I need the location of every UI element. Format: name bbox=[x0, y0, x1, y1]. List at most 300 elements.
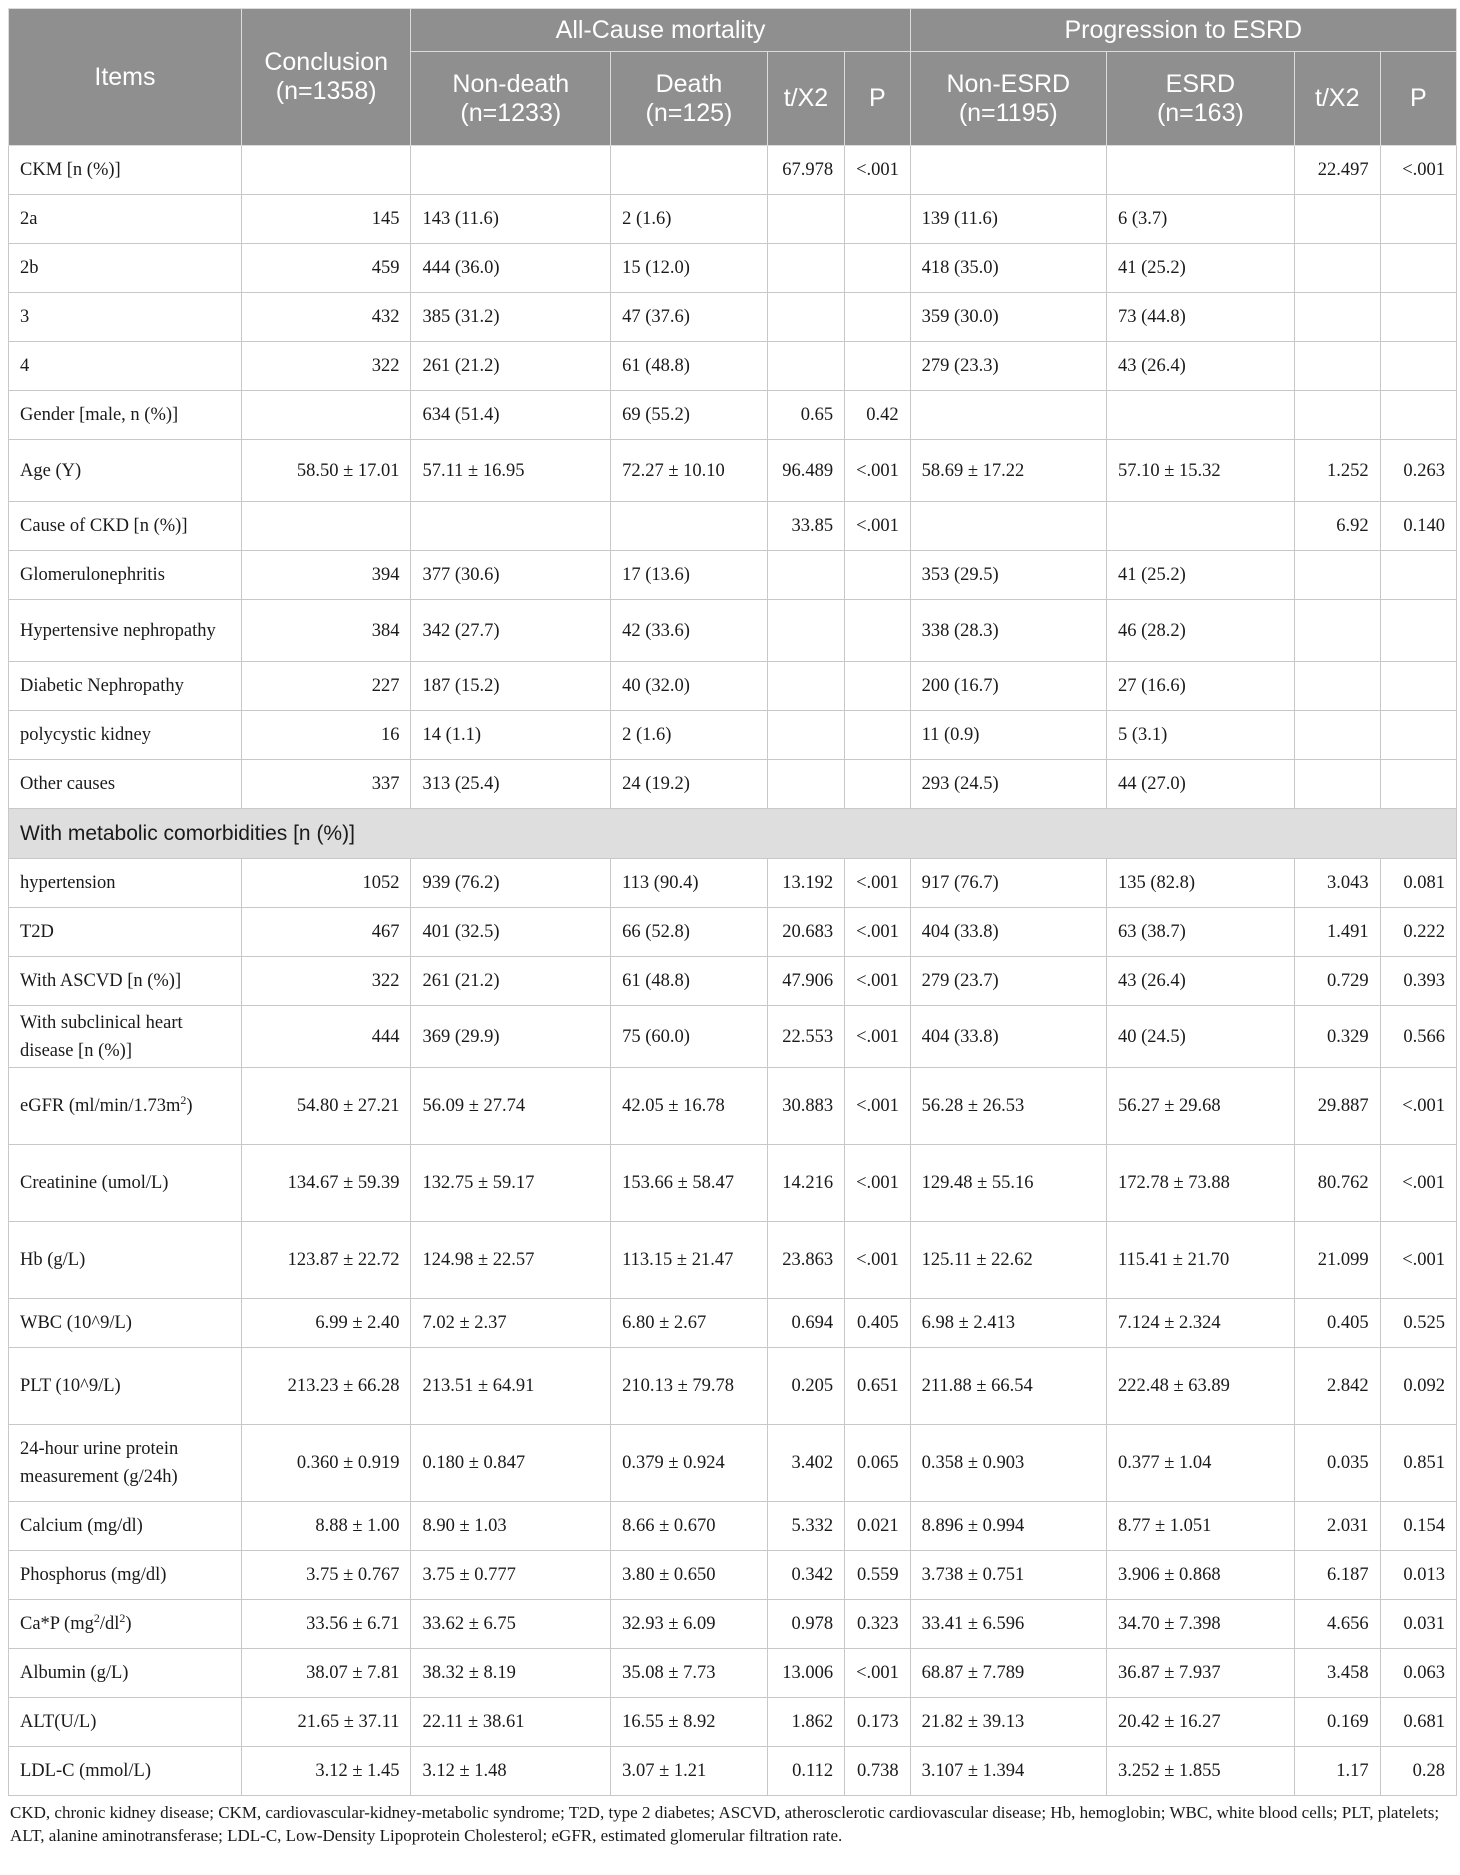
cell-esrd bbox=[1106, 391, 1294, 440]
table-row bbox=[9, 1068, 1457, 1145]
cell-conclusion: 134.67 ± 59.39 bbox=[241, 1145, 411, 1222]
cell-stat-esrd: 6.187 bbox=[1294, 1551, 1380, 1600]
cell-stat-mortality bbox=[767, 711, 844, 760]
cell-esrd: 44 (27.0) bbox=[1106, 760, 1294, 809]
header-p-esrd: P bbox=[1380, 52, 1456, 146]
cell-conclusion: 3.12 ± 1.45 bbox=[241, 1747, 411, 1796]
cell-p-esrd bbox=[1380, 244, 1456, 293]
cell-stat-mortality bbox=[767, 760, 844, 809]
cell-p-esrd: 0.222 bbox=[1380, 908, 1456, 957]
cell-esrd: 40 (24.5) bbox=[1106, 1006, 1294, 1068]
cell-non-esrd: 3.107 ± 1.394 bbox=[910, 1747, 1106, 1796]
row-label: 4 bbox=[9, 342, 242, 391]
cell-stat-esrd bbox=[1294, 551, 1380, 600]
cell-stat-esrd: 2.842 bbox=[1294, 1348, 1380, 1425]
cell-conclusion: 6.99 ± 2.40 bbox=[241, 1299, 411, 1348]
cell-p-esrd bbox=[1380, 760, 1456, 809]
cell-esrd: 222.48 ± 63.89 bbox=[1106, 1348, 1294, 1425]
table-row bbox=[9, 440, 1457, 502]
cell-p-esrd: 0.28 bbox=[1380, 1747, 1456, 1796]
header-esrd: ESRD (n=163) bbox=[1106, 52, 1294, 146]
cell-death: 8.66 ± 0.670 bbox=[611, 1502, 768, 1551]
table-row bbox=[9, 1649, 1457, 1698]
table-row bbox=[9, 391, 1457, 440]
row-label: Gender [male, n (%)] bbox=[9, 391, 242, 440]
cell-non-esrd: 129.48 ± 55.16 bbox=[910, 1145, 1106, 1222]
cell-esrd: 73 (44.8) bbox=[1106, 293, 1294, 342]
cell-death: 113.15 ± 21.47 bbox=[611, 1222, 768, 1299]
cell-stat-esrd: 4.656 bbox=[1294, 1600, 1380, 1649]
cell-non-death: 3.75 ± 0.777 bbox=[411, 1551, 611, 1600]
cell-p-mortality bbox=[845, 711, 911, 760]
cell-conclusion: 459 bbox=[241, 244, 411, 293]
cell-p-mortality: <.001 bbox=[845, 957, 911, 1006]
header-row-groups bbox=[9, 9, 1457, 52]
cell-esrd bbox=[1106, 502, 1294, 551]
cell-esrd: 41 (25.2) bbox=[1106, 244, 1294, 293]
table-row bbox=[9, 1348, 1457, 1425]
cell-p-mortality: <.001 bbox=[845, 440, 911, 502]
cell-death: 75 (60.0) bbox=[611, 1006, 768, 1068]
cell-death: 2 (1.6) bbox=[611, 711, 768, 760]
cell-non-esrd: 139 (11.6) bbox=[910, 195, 1106, 244]
cell-p-esrd bbox=[1380, 195, 1456, 244]
cell-death: 153.66 ± 58.47 bbox=[611, 1145, 768, 1222]
cell-p-esrd: <.001 bbox=[1380, 1068, 1456, 1145]
cell-stat-esrd: 0.405 bbox=[1294, 1299, 1380, 1348]
row-label: Other causes bbox=[9, 760, 242, 809]
table-row bbox=[9, 293, 1457, 342]
row-label: Cause of CKD [n (%)] bbox=[9, 502, 242, 551]
cell-non-esrd: 68.87 ± 7.789 bbox=[910, 1649, 1106, 1698]
row-label: WBC (10^9/L) bbox=[9, 1299, 242, 1348]
cell-p-esrd: <.001 bbox=[1380, 1145, 1456, 1222]
cell-stat-esrd: 2.031 bbox=[1294, 1502, 1380, 1551]
cell-p-mortality: 0.323 bbox=[845, 1600, 911, 1649]
cell-esrd bbox=[1106, 146, 1294, 195]
cell-stat-mortality bbox=[767, 551, 844, 600]
cell-non-esrd: 353 (29.5) bbox=[910, 551, 1106, 600]
row-label: Glomerulonephritis bbox=[9, 551, 242, 600]
table-row bbox=[9, 1551, 1457, 1600]
row-label: 24-hour urine protein measurement (g/24h) bbox=[9, 1425, 242, 1502]
cell-conclusion bbox=[241, 502, 411, 551]
row-label: Phosphorus (mg/dl) bbox=[9, 1551, 242, 1600]
cell-non-death: 369 (29.9) bbox=[411, 1006, 611, 1068]
cell-p-mortality bbox=[845, 244, 911, 293]
table-row bbox=[9, 342, 1457, 391]
cell-esrd: 27 (16.6) bbox=[1106, 662, 1294, 711]
cell-stat-mortality: 33.85 bbox=[767, 502, 844, 551]
cell-non-esrd: 211.88 ± 66.54 bbox=[910, 1348, 1106, 1425]
cell-p-mortality: <.001 bbox=[845, 146, 911, 195]
header-mortality-group: All-Cause mortality bbox=[411, 9, 910, 52]
cell-esrd: 135 (82.8) bbox=[1106, 859, 1294, 908]
cell-conclusion: 384 bbox=[241, 600, 411, 662]
cell-stat-mortality: 22.553 bbox=[767, 1006, 844, 1068]
cell-non-death bbox=[411, 146, 611, 195]
cell-p-esrd bbox=[1380, 551, 1456, 600]
cell-esrd: 7.124 ± 2.324 bbox=[1106, 1299, 1294, 1348]
cell-p-mortality bbox=[845, 760, 911, 809]
cell-stat-mortality bbox=[767, 342, 844, 391]
cell-esrd: 3.906 ± 0.868 bbox=[1106, 1551, 1294, 1600]
row-label: LDL-C (mmol/L) bbox=[9, 1747, 242, 1796]
cell-conclusion: 21.65 ± 37.11 bbox=[241, 1698, 411, 1747]
cell-stat-mortality: 14.216 bbox=[767, 1145, 844, 1222]
cell-p-esrd: 0.393 bbox=[1380, 957, 1456, 1006]
cell-death: 24 (19.2) bbox=[611, 760, 768, 809]
cell-non-death: 7.02 ± 2.37 bbox=[411, 1299, 611, 1348]
table-row bbox=[9, 195, 1457, 244]
row-label: polycystic kidney bbox=[9, 711, 242, 760]
cell-p-mortality: <.001 bbox=[845, 908, 911, 957]
cell-conclusion: 432 bbox=[241, 293, 411, 342]
cell-p-mortality: <.001 bbox=[845, 1649, 911, 1698]
cell-p-esrd: 0.154 bbox=[1380, 1502, 1456, 1551]
cell-non-death: 261 (21.2) bbox=[411, 957, 611, 1006]
cell-p-mortality bbox=[845, 600, 911, 662]
cell-non-death: 3.12 ± 1.48 bbox=[411, 1747, 611, 1796]
cell-esrd: 8.77 ± 1.051 bbox=[1106, 1502, 1294, 1551]
cell-stat-esrd: 3.458 bbox=[1294, 1649, 1380, 1698]
cell-stat-esrd bbox=[1294, 244, 1380, 293]
cell-non-death: 313 (25.4) bbox=[411, 760, 611, 809]
row-label: CKM [n (%)] bbox=[9, 146, 242, 195]
cell-stat-mortality: 5.332 bbox=[767, 1502, 844, 1551]
cell-stat-mortality bbox=[767, 293, 844, 342]
cell-death bbox=[611, 502, 768, 551]
cell-non-death: 14 (1.1) bbox=[411, 711, 611, 760]
cell-stat-esrd bbox=[1294, 760, 1380, 809]
cell-p-mortality: <.001 bbox=[845, 1068, 911, 1145]
cell-death: 72.27 ± 10.10 bbox=[611, 440, 768, 502]
cell-stat-mortality: 0.342 bbox=[767, 1551, 844, 1600]
cell-p-mortality: 0.405 bbox=[845, 1299, 911, 1348]
cell-non-death: 342 (27.7) bbox=[411, 600, 611, 662]
cell-non-death: 444 (36.0) bbox=[411, 244, 611, 293]
cell-conclusion: 33.56 ± 6.71 bbox=[241, 1600, 411, 1649]
cell-stat-mortality: 23.863 bbox=[767, 1222, 844, 1299]
cell-p-esrd: 0.140 bbox=[1380, 502, 1456, 551]
data-table bbox=[8, 8, 1457, 1796]
table-row bbox=[9, 908, 1457, 957]
cell-conclusion: 1052 bbox=[241, 859, 411, 908]
cell-death: 16.55 ± 8.92 bbox=[611, 1698, 768, 1747]
cell-p-esrd bbox=[1380, 600, 1456, 662]
cell-death: 69 (55.2) bbox=[611, 391, 768, 440]
cell-non-death: 143 (11.6) bbox=[411, 195, 611, 244]
cell-p-esrd: 0.092 bbox=[1380, 1348, 1456, 1425]
table-row bbox=[9, 244, 1457, 293]
cell-non-esrd: 418 (35.0) bbox=[910, 244, 1106, 293]
cell-death: 15 (12.0) bbox=[611, 244, 768, 293]
cell-stat-esrd bbox=[1294, 342, 1380, 391]
cell-p-esrd: 0.681 bbox=[1380, 1698, 1456, 1747]
row-label: Hypertensive nephropathy bbox=[9, 600, 242, 662]
row-label: 2b bbox=[9, 244, 242, 293]
cell-death: 47 (37.6) bbox=[611, 293, 768, 342]
cell-stat-mortality: 20.683 bbox=[767, 908, 844, 957]
cell-death: 0.379 ± 0.924 bbox=[611, 1425, 768, 1502]
cell-stat-esrd bbox=[1294, 293, 1380, 342]
row-label: Ca*P $(mg^2/dl^2)$ bbox=[9, 1600, 242, 1649]
cell-conclusion bbox=[241, 391, 411, 440]
table-row bbox=[9, 600, 1457, 662]
cell-conclusion: 213.23 ± 66.28 bbox=[241, 1348, 411, 1425]
cell-stat-mortality: 13.192 bbox=[767, 859, 844, 908]
cell-esrd: 6 (3.7) bbox=[1106, 195, 1294, 244]
cell-stat-esrd: 22.497 bbox=[1294, 146, 1380, 195]
cell-stat-mortality: 3.402 bbox=[767, 1425, 844, 1502]
cell-p-esrd: 0.525 bbox=[1380, 1299, 1456, 1348]
row-label: Diabetic Nephropathy bbox=[9, 662, 242, 711]
cell-p-mortality bbox=[845, 195, 911, 244]
cell-non-death: 261 (21.2) bbox=[411, 342, 611, 391]
cell-esrd: 36.87 ± 7.937 bbox=[1106, 1649, 1294, 1698]
cell-non-death: 187 (15.2) bbox=[411, 662, 611, 711]
cell-stat-esrd: 29.887 bbox=[1294, 1068, 1380, 1145]
cell-stat-esrd bbox=[1294, 711, 1380, 760]
cell-esrd: 46 (28.2) bbox=[1106, 600, 1294, 662]
cell-non-esrd bbox=[910, 391, 1106, 440]
cell-p-mortality: 0.42 bbox=[845, 391, 911, 440]
cell-stat-esrd: 0.035 bbox=[1294, 1425, 1380, 1502]
cell-p-mortality bbox=[845, 342, 911, 391]
cell-death: 61 (48.8) bbox=[611, 957, 768, 1006]
cell-death: 17 (13.6) bbox=[611, 551, 768, 600]
cell-stat-mortality: 30.883 bbox=[767, 1068, 844, 1145]
cell-esrd: 115.41 ± 21.70 bbox=[1106, 1222, 1294, 1299]
cell-non-death: 939 (76.2) bbox=[411, 859, 611, 908]
cell-conclusion: 467 bbox=[241, 908, 411, 957]
cell-p-esrd: 0.013 bbox=[1380, 1551, 1456, 1600]
row-label: Hb (g/L) bbox=[9, 1222, 242, 1299]
header-esrd-group: Progression to ESRD bbox=[910, 9, 1456, 52]
cell-non-esrd bbox=[910, 502, 1106, 551]
cell-stat-esrd: 3.043 bbox=[1294, 859, 1380, 908]
cell-non-death: 33.62 ± 6.75 bbox=[411, 1600, 611, 1649]
cell-p-mortality bbox=[845, 662, 911, 711]
cell-esrd: 0.377 ± 1.04 bbox=[1106, 1425, 1294, 1502]
cell-non-esrd: 11 (0.9) bbox=[910, 711, 1106, 760]
row-label: Calcium (mg/dl) bbox=[9, 1502, 242, 1551]
cell-stat-esrd: 80.762 bbox=[1294, 1145, 1380, 1222]
row-label: With subclinical heart disease [n (%)] bbox=[9, 1006, 242, 1068]
header-p-mortality: P bbox=[845, 52, 911, 146]
row-label: Age (Y) bbox=[9, 440, 242, 502]
table-row bbox=[9, 1145, 1457, 1222]
row-label: 2a bbox=[9, 195, 242, 244]
cell-non-esrd: 279 (23.3) bbox=[910, 342, 1106, 391]
table-row bbox=[9, 551, 1457, 600]
table-footnote: CKD, chronic kidney disease; CKM, cardiovascular-kidney-metabolic syndrome; T2D, type 2 diabetes; ASCVD, atherosclerotic cardiovascular disease; Hb, hemoglobin; WBC, white blood cells; PLT, platelets; ALT, alanine aminotransferase; LDL-C, Low-Density Lipoprotein Cholesterol; eGFR, estimated glomerular filtration rate. bbox=[10, 1803, 1440, 1845]
cell-stat-mortality: 47.906 bbox=[767, 957, 844, 1006]
cell-esrd: 56.27 ± 29.68 bbox=[1106, 1068, 1294, 1145]
cell-non-esrd: 404 (33.8) bbox=[910, 1006, 1106, 1068]
cell-non-death: 56.09 ± 27.74 bbox=[411, 1068, 611, 1145]
cell-conclusion: 0.360 ± 0.919 bbox=[241, 1425, 411, 1502]
cell-non-death: 8.90 ± 1.03 bbox=[411, 1502, 611, 1551]
cell-stat-mortality bbox=[767, 244, 844, 293]
cell-conclusion: 322 bbox=[241, 342, 411, 391]
cell-esrd: 172.78 ± 73.88 bbox=[1106, 1145, 1294, 1222]
cell-p-esrd: 0.031 bbox=[1380, 1600, 1456, 1649]
row-label: 3 bbox=[9, 293, 242, 342]
row-label: Albumin (g/L) bbox=[9, 1649, 242, 1698]
cell-stat-esrd: 0.729 bbox=[1294, 957, 1380, 1006]
cell-p-esrd: <.001 bbox=[1380, 146, 1456, 195]
cell-conclusion: 227 bbox=[241, 662, 411, 711]
cell-stat-mortality bbox=[767, 662, 844, 711]
cell-esrd: 41 (25.2) bbox=[1106, 551, 1294, 600]
cell-non-esrd: 404 (33.8) bbox=[910, 908, 1106, 957]
table-row bbox=[9, 662, 1457, 711]
cell-non-death: 132.75 ± 59.17 bbox=[411, 1145, 611, 1222]
cell-conclusion: 58.50 ± 17.01 bbox=[241, 440, 411, 502]
cell-non-death: 22.11 ± 38.61 bbox=[411, 1698, 611, 1747]
table-row bbox=[9, 1600, 1457, 1649]
cell-non-death: 377 (30.6) bbox=[411, 551, 611, 600]
cell-death: 6.80 ± 2.67 bbox=[611, 1299, 768, 1348]
cell-esrd: 20.42 ± 16.27 bbox=[1106, 1698, 1294, 1747]
cell-non-esrd: 33.41 ± 6.596 bbox=[910, 1600, 1106, 1649]
cell-non-esrd: 338 (28.3) bbox=[910, 600, 1106, 662]
cell-stat-mortality: 0.205 bbox=[767, 1348, 844, 1425]
cell-esrd: 5 (3.1) bbox=[1106, 711, 1294, 760]
cell-non-death: 401 (32.5) bbox=[411, 908, 611, 957]
cell-non-esrd: 6.98 ± 2.413 bbox=[910, 1299, 1106, 1348]
cell-conclusion bbox=[241, 146, 411, 195]
cell-stat-mortality: 96.489 bbox=[767, 440, 844, 502]
table-container bbox=[8, 8, 1457, 1847]
cell-p-esrd: 0.081 bbox=[1380, 859, 1456, 908]
cell-non-esrd: 279 (23.7) bbox=[910, 957, 1106, 1006]
table-row bbox=[9, 1747, 1457, 1796]
cell-p-esrd: 0.566 bbox=[1380, 1006, 1456, 1068]
cell-non-death: 385 (31.2) bbox=[411, 293, 611, 342]
cell-non-esrd: 56.28 ± 26.53 bbox=[910, 1068, 1106, 1145]
table-row bbox=[9, 146, 1457, 195]
cell-p-esrd bbox=[1380, 342, 1456, 391]
cell-p-esrd: 0.851 bbox=[1380, 1425, 1456, 1502]
cell-non-death: 213.51 ± 64.91 bbox=[411, 1348, 611, 1425]
cell-death: 42 (33.6) bbox=[611, 600, 768, 662]
cell-stat-esrd bbox=[1294, 195, 1380, 244]
cell-p-esrd: <.001 bbox=[1380, 1222, 1456, 1299]
cell-non-esrd bbox=[910, 146, 1106, 195]
cell-stat-esrd: 1.491 bbox=[1294, 908, 1380, 957]
header-conclusion: Conclusion (n=1358) bbox=[241, 9, 411, 146]
cell-death: 3.80 ± 0.650 bbox=[611, 1551, 768, 1600]
cell-stat-esrd: 21.099 bbox=[1294, 1222, 1380, 1299]
table-row bbox=[9, 711, 1457, 760]
cell-p-mortality: <.001 bbox=[845, 502, 911, 551]
cell-p-esrd: 0.263 bbox=[1380, 440, 1456, 502]
table-row bbox=[9, 957, 1457, 1006]
cell-stat-mortality: 0.694 bbox=[767, 1299, 844, 1348]
cell-conclusion: 38.07 ± 7.81 bbox=[241, 1649, 411, 1698]
cell-p-mortality: <.001 bbox=[845, 1006, 911, 1068]
cell-non-death bbox=[411, 502, 611, 551]
cell-p-esrd bbox=[1380, 711, 1456, 760]
row-label: With ASCVD [n (%)] bbox=[9, 957, 242, 1006]
cell-stat-esrd: 0.169 bbox=[1294, 1698, 1380, 1747]
cell-non-death: 38.32 ± 8.19 bbox=[411, 1649, 611, 1698]
cell-p-mortality: 0.173 bbox=[845, 1698, 911, 1747]
cell-stat-esrd bbox=[1294, 600, 1380, 662]
header-non-death: Non-death (n=1233) bbox=[411, 52, 611, 146]
cell-p-mortality: 0.651 bbox=[845, 1348, 911, 1425]
section-heading: With metabolic comorbidities [n (%)] bbox=[9, 809, 1457, 859]
table-row bbox=[9, 1698, 1457, 1747]
cell-death: 61 (48.8) bbox=[611, 342, 768, 391]
header-stat-mortality: t/X2 bbox=[767, 52, 844, 146]
cell-p-mortality: 0.065 bbox=[845, 1425, 911, 1502]
cell-non-esrd: 293 (24.5) bbox=[910, 760, 1106, 809]
header-death: Death (n=125) bbox=[611, 52, 768, 146]
cell-death: 35.08 ± 7.73 bbox=[611, 1649, 768, 1698]
cell-non-esrd: 359 (30.0) bbox=[910, 293, 1106, 342]
table-row bbox=[9, 1425, 1457, 1502]
cell-non-esrd: 917 (76.7) bbox=[910, 859, 1106, 908]
cell-conclusion: 145 bbox=[241, 195, 411, 244]
cell-non-esrd: 125.11 ± 22.62 bbox=[910, 1222, 1106, 1299]
cell-p-mortality: <.001 bbox=[845, 1222, 911, 1299]
cell-death bbox=[611, 146, 768, 195]
table-row bbox=[9, 1502, 1457, 1551]
cell-p-esrd bbox=[1380, 293, 1456, 342]
cell-conclusion: 3.75 ± 0.767 bbox=[241, 1551, 411, 1600]
cell-non-death: 124.98 ± 22.57 bbox=[411, 1222, 611, 1299]
row-label: eGFR $(ml/\min/1.73m^2)$ bbox=[9, 1068, 242, 1145]
cell-esrd: 3.252 ± 1.855 bbox=[1106, 1747, 1294, 1796]
cell-p-mortality bbox=[845, 293, 911, 342]
cell-stat-mortality: 0.65 bbox=[767, 391, 844, 440]
cell-conclusion: 123.87 ± 22.72 bbox=[241, 1222, 411, 1299]
cell-stat-esrd bbox=[1294, 662, 1380, 711]
cell-p-mortality: 0.021 bbox=[845, 1502, 911, 1551]
cell-conclusion: 394 bbox=[241, 551, 411, 600]
table-row bbox=[9, 1222, 1457, 1299]
row-label: ALT(U/L) bbox=[9, 1698, 242, 1747]
cell-conclusion: 444 bbox=[241, 1006, 411, 1068]
cell-stat-esrd: 1.17 bbox=[1294, 1747, 1380, 1796]
cell-conclusion: 8.88 ± 1.00 bbox=[241, 1502, 411, 1551]
cell-death: 210.13 ± 79.78 bbox=[611, 1348, 768, 1425]
cell-death: 2 (1.6) bbox=[611, 195, 768, 244]
cell-stat-esrd: 1.252 bbox=[1294, 440, 1380, 502]
header-items: Items bbox=[9, 9, 242, 146]
cell-death: 40 (32.0) bbox=[611, 662, 768, 711]
cell-non-esrd: 200 (16.7) bbox=[910, 662, 1106, 711]
cell-stat-mortality: 1.862 bbox=[767, 1698, 844, 1747]
cell-esrd: 43 (26.4) bbox=[1106, 957, 1294, 1006]
cell-non-esrd: 0.358 ± 0.903 bbox=[910, 1425, 1106, 1502]
cell-non-esrd: 21.82 ± 39.13 bbox=[910, 1698, 1106, 1747]
cell-p-esrd bbox=[1380, 662, 1456, 711]
cell-esrd: 63 (38.7) bbox=[1106, 908, 1294, 957]
cell-p-mortality: <.001 bbox=[845, 1145, 911, 1222]
cell-conclusion: 337 bbox=[241, 760, 411, 809]
cell-death: 3.07 ± 1.21 bbox=[611, 1747, 768, 1796]
cell-non-esrd: 58.69 ± 17.22 bbox=[910, 440, 1106, 502]
row-label: Creatinine (umol/L) bbox=[9, 1145, 242, 1222]
cell-conclusion: 16 bbox=[241, 711, 411, 760]
section-row bbox=[9, 809, 1457, 859]
cell-esrd: 34.70 ± 7.398 bbox=[1106, 1600, 1294, 1649]
header-stat-esrd: t/X2 bbox=[1294, 52, 1380, 146]
